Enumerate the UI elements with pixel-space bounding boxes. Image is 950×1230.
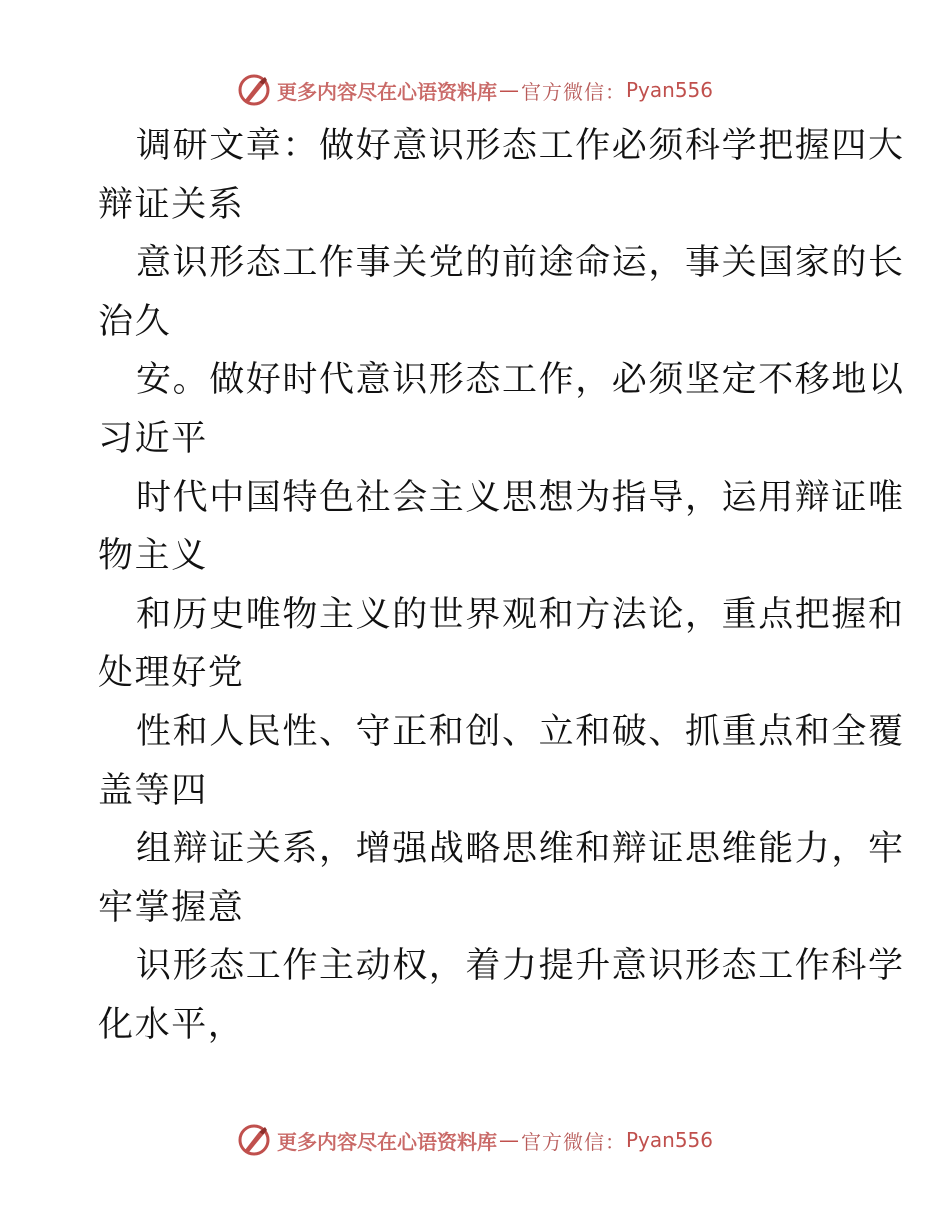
- text-line: 治久: [98, 301, 172, 342]
- text-line: 化水平，: [98, 1004, 245, 1045]
- banner-wechat-id: Pyan556: [625, 1128, 713, 1152]
- text-line: 处理好党: [98, 653, 245, 694]
- text-line: 意识形态工作事关党的前途命运，事关国家的长: [136, 243, 905, 284]
- text-line: 安。做好时代意识形态工作，必须坚定不移地以: [136, 360, 905, 401]
- banner-text: 更多内容尽在心语资料库: [276, 79, 497, 104]
- body-text: [98, 117, 905, 1055]
- footer-banner: [0, 1120, 950, 1160]
- banner-official-label: 官方微信：: [520, 79, 626, 104]
- quill-pen-icon: [237, 1123, 271, 1157]
- banner-official-label: 官方微信：: [520, 1129, 626, 1154]
- text-line: 辩证关系: [98, 184, 245, 225]
- text-line: 组辩证关系，增强战略思维和辩证思维能力，牢: [136, 829, 905, 870]
- document-body: [98, 117, 905, 1055]
- banner-wechat-id: Pyan556: [625, 78, 713, 102]
- text-line: 和历史唯物主义的世界观和方法论，重点把握和: [136, 594, 905, 635]
- text-line: 习近平: [98, 418, 208, 459]
- text-line: 牢掌握意: [98, 887, 245, 928]
- text-line: 识形态工作主动权，着力提升意识形态工作科学: [136, 946, 905, 987]
- text-line: 盖等四: [98, 770, 208, 811]
- banner-separator: —: [498, 78, 519, 102]
- banner-separator: —: [498, 1128, 519, 1152]
- text-line: 性和人民性、守正和创、立和破、抓重点和全覆: [136, 711, 905, 752]
- text-line: 物主义: [98, 536, 208, 577]
- quill-pen-icon: [237, 73, 271, 107]
- text-line: 调研文章：做好意识形态工作必须科学把握四大: [136, 126, 905, 166]
- text-line: 时代中国特色社会主义思想为指导，运用辩证唯: [136, 477, 905, 518]
- banner-text: 更多内容尽在心语资料库: [276, 1129, 497, 1154]
- header-banner: [0, 70, 950, 110]
